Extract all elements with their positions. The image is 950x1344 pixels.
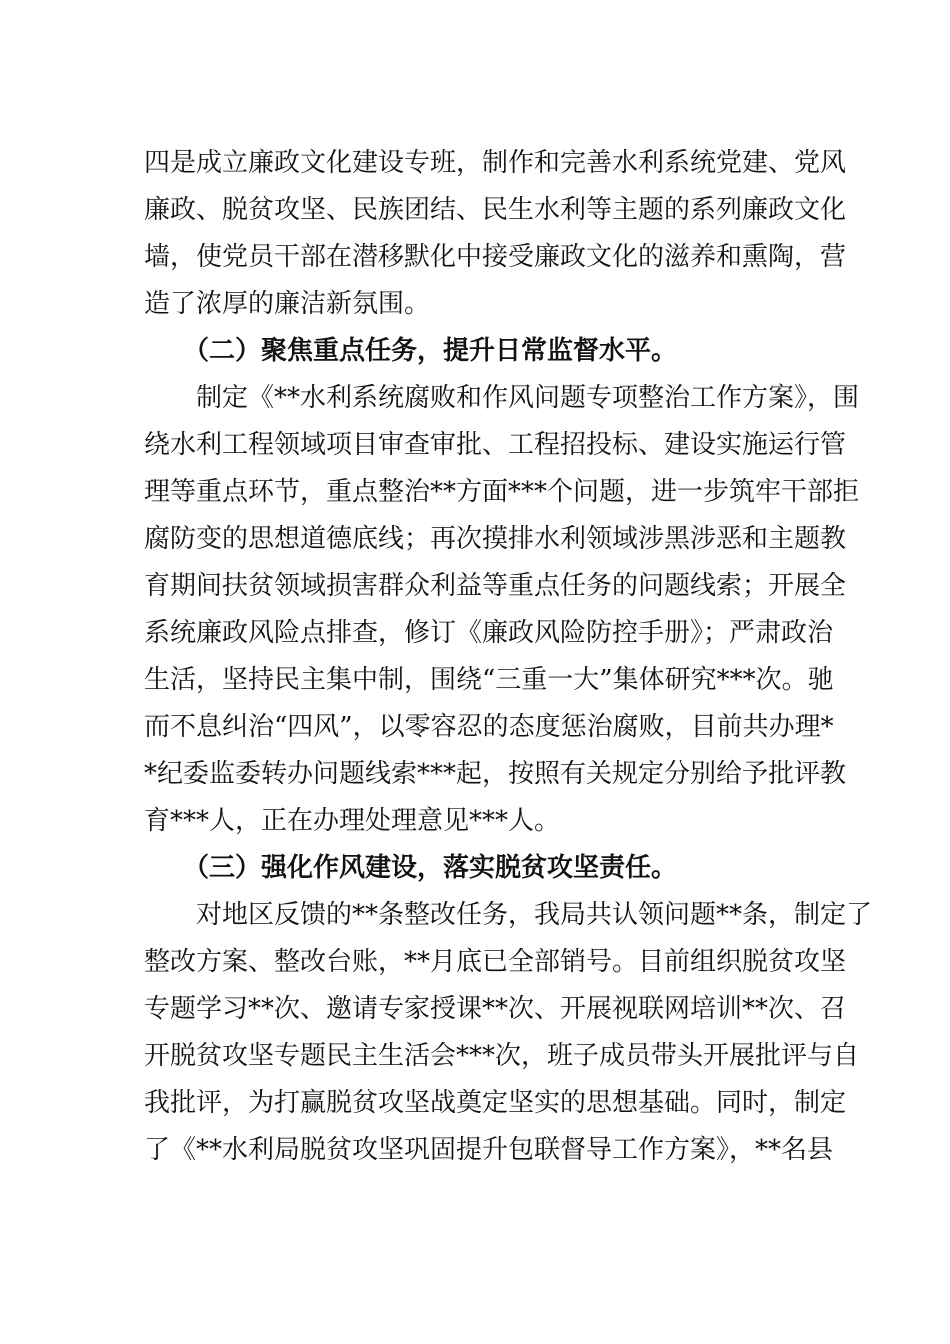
paragraph-line: 我批评，为打赢脱贫攻坚战奠定坚实的思想基础。同时，制定 (144, 1088, 847, 1118)
document-page (144, 140, 873, 1174)
paragraph-line: 绕水利工程领域项目审查审批、工程招投标、建设实施运行管 (144, 430, 847, 460)
paragraph-line: 开脱贫攻坚专题民主生活会***次，班子成员带头开展批评与自 (144, 1041, 860, 1071)
paragraph-line: 生活，坚持民主集中制，围绕“三重一大”集体研究***次。驰 (144, 665, 834, 695)
paragraph-line: 系统廉政风险点排查，修订《廉政风险防控手册》；严肃政治 (144, 618, 834, 648)
paragraph-line: 廉政、脱贫攻坚、民族团结、民生水利等主题的系列廉政文化 (144, 195, 847, 225)
paragraph-line: 育期间扶贫领域损害群众利益等重点任务的问题线索；开展全 (144, 571, 847, 601)
paragraph-line: 整改方案、整改台账，**月底已全部销号。目前组织脱贫攻坚 (144, 947, 847, 977)
paragraph-line: 而不息纠治“四风”，以零容忍的态度惩治腐败，目前共办理* (144, 712, 834, 742)
paragraph-line: *纪委监委转办问题线索***起，按照有关规定分别给予批评教 (144, 759, 847, 789)
paragraph-line: 制定《**水利系统腐败和作风问题专项整治工作方案》，围 (144, 383, 860, 413)
paragraph-line: 腐防变的思想道德底线；再次摸排水利领域涉黑涉恶和主题教 (144, 524, 847, 554)
paragraph-line: 专题学习**次、邀请专家授课**次、开展视联网培训**次、召 (144, 994, 847, 1024)
paragraph-line: 理等重点环节，重点整治**方面***个问题，进一步筑牢干部拒 (144, 477, 860, 507)
paragraph-line: 造了浓厚的廉洁新氛围。 (144, 289, 431, 319)
paragraph-line: 育***人，正在办理处理意见***人。 (144, 806, 561, 836)
paragraph-line: 墙，使党员干部在潜移默化中接受廉政文化的滋养和熏陶，营 (144, 242, 847, 272)
section-heading-2: （二）聚焦重点任务，提升日常监督水平。 (144, 336, 678, 366)
paragraph-line: 对地区反馈的**条整改任务，我局共认领问题**条，制定了 (144, 900, 873, 930)
paragraph-line: 了《**水利局脱贫攻坚巩固提升包联督导工作方案》，**名县 (144, 1135, 834, 1165)
paragraph-line: 四是成立廉政文化建设专班，制作和完善水利系统党建、党风 (144, 148, 847, 178)
section-heading-3: （三）强化作风建设，落实脱贫攻坚责任。 (144, 853, 678, 883)
